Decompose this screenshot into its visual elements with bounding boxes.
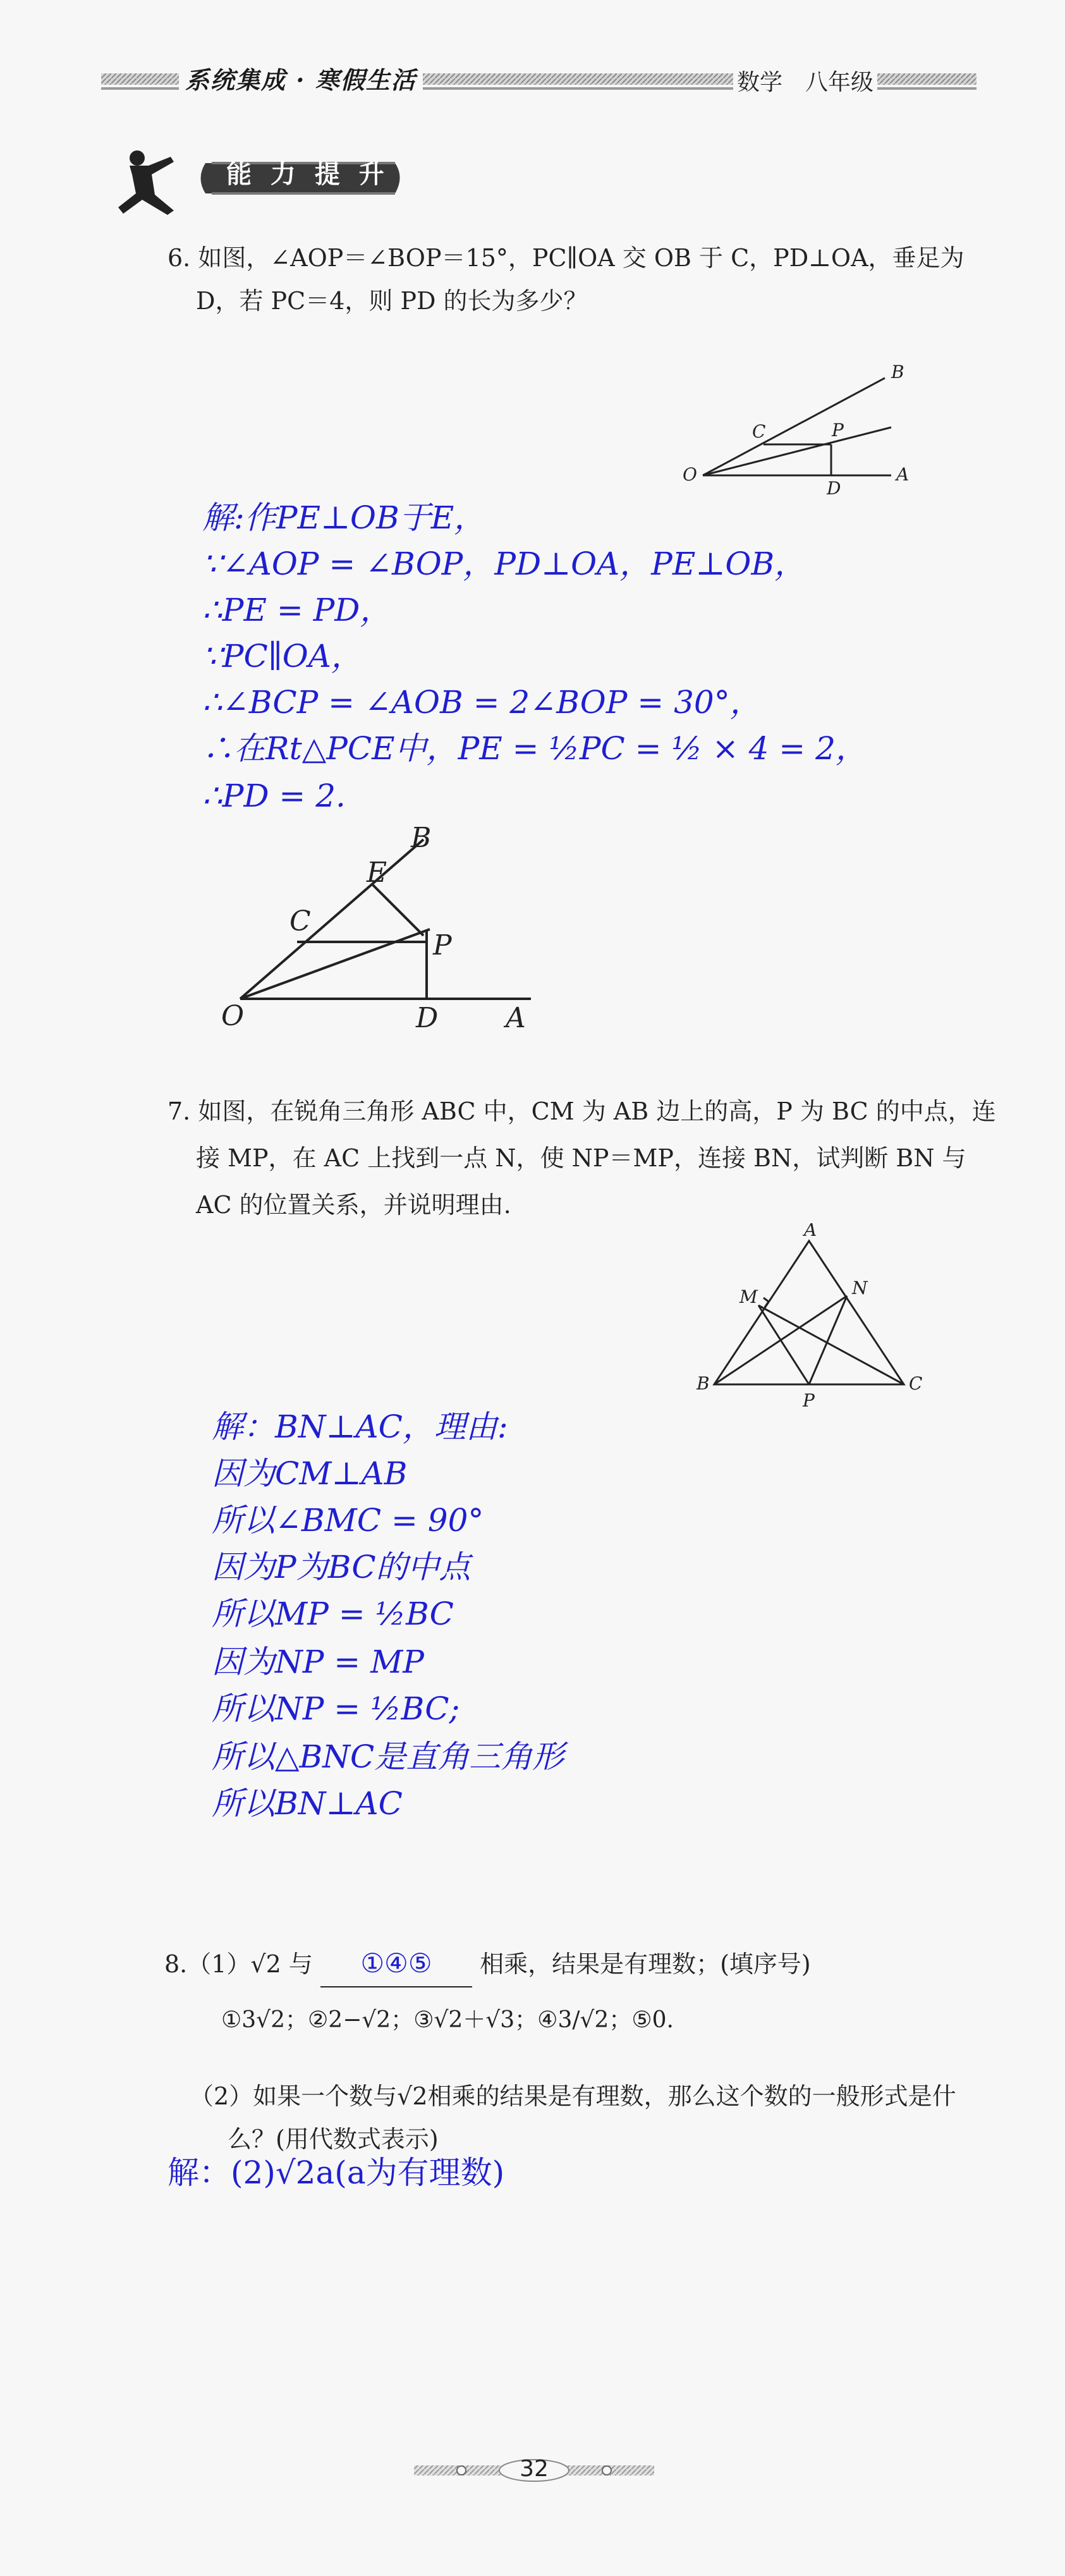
q6-sol-label-E: E: [367, 857, 387, 889]
q7-label-A: A: [804, 1223, 817, 1240]
section-title: 能 力 提 升: [226, 160, 389, 189]
q6-sol-label-A: A: [506, 1002, 526, 1034]
q7-label-N: N: [852, 1278, 868, 1298]
q7-figure: [689, 1223, 923, 1413]
q7-solution-line8: 所以△BNC是直角三角形: [212, 1738, 564, 1775]
q6-solution-line6: ∴在Rt△PCE中，PE = ½PC = ½ × 4 = 2，: [202, 730, 867, 767]
q6-label-B: B: [891, 362, 904, 382]
q7-label-B: B: [697, 1373, 710, 1394]
q6-sol-label-O: O: [221, 1000, 245, 1032]
q6-solution-line4: ∵PC∥OA，: [202, 638, 363, 675]
q8-part1: [164, 1941, 811, 1987]
q6-sol-label-D: D: [416, 1002, 439, 1034]
q6-label-C: C: [752, 421, 766, 442]
series-title: 系统集成 · 寒假生活: [179, 61, 423, 95]
q7-solution-line9: 所以BN⊥AC: [212, 1785, 403, 1822]
q6-solution-line5: ∴∠BCP = ∠AOB = 2∠BOP = 30°，: [202, 684, 762, 721]
q6-solution-line3: ∴PE = PD，: [202, 592, 392, 628]
q6-solution-figure: [215, 822, 556, 1037]
q8-part2-line1: （2）如果一个数与√2相乘的结果是有理数，那么这个数的一般形式是什: [190, 2082, 956, 2110]
q8-part2-line2: 么？(用代数式表示): [228, 2125, 439, 2153]
q6-figure: [670, 360, 935, 506]
q7-line1: 7. 如图，在锐角三角形 ABC 中，CM 为 AB 边上的高，P 为 BC 的中点，连: [167, 1097, 996, 1125]
q7-solution-line2: 因为CM⊥AB: [212, 1455, 408, 1492]
q6-line1: 6. 如图，∠AOP＝∠BOP＝15°，PC∥OA 交 OB 于 C，PD⊥OA，垂足为: [167, 244, 965, 272]
q6-label-P: P: [832, 420, 844, 441]
q7-solution-line5: 所以MP = ½BC: [212, 1596, 454, 1632]
q6-sol-label-P: P: [433, 929, 452, 961]
q8-part1-prefix: 8.（1）√2 与: [164, 1950, 313, 1978]
q7-solution-line7: 所以NP = ½BC;: [212, 1690, 460, 1727]
q6-solution-line1: 解:作PE⊥OB于E，: [202, 499, 486, 536]
q7-solution-line4: 因为P为BC的中点: [212, 1549, 471, 1585]
q7-line3: AC 的位置关系，并说明理由.: [196, 1191, 511, 1219]
q7-solution-line6: 因为NP = MP: [212, 1644, 424, 1680]
q7-label-M: M: [739, 1286, 758, 1307]
q7-label-C: C: [909, 1373, 923, 1394]
q7-solution-line1: 解：BN⊥AC，理由:: [212, 1408, 508, 1445]
q8-part2-answer: 解：(2)√2a(a为有理数): [167, 2154, 505, 2191]
q7-solution-line3: 所以∠BMC = 90°: [212, 1502, 484, 1539]
q6-label-D: D: [827, 478, 841, 499]
page-number: 32: [520, 2456, 549, 2482]
q6-label-O: O: [683, 464, 697, 485]
q6-line2: D，若 PC＝4，则 PD 的长为多少？: [196, 287, 588, 315]
q6-solution-line2: ∵∠AOP = ∠BOP，PD⊥OA，PE⊥OB，: [202, 546, 806, 582]
banner-figure-icon: [118, 150, 174, 215]
subject-grade: 数学 八年级: [733, 64, 877, 97]
q8-part1-suffix: 相乘，结果是有理数；(填序号): [480, 1950, 811, 1978]
q8-options: ①3√2；②2−√2；③√2＋√3；④3/√2；⑤0.: [221, 2007, 674, 2033]
q6-sol-label-B: B: [411, 822, 432, 854]
q8-answer-blank: ①④⑤: [320, 1941, 472, 1987]
q6-sol-label-C: C: [289, 905, 311, 937]
q7-line2: 接 MP，在 AC 上找到一点 N，使 NP＝MP，连接 BN，试判断 BN 与: [196, 1144, 966, 1172]
q6-label-A: A: [896, 464, 910, 485]
q7-label-P: P: [803, 1390, 815, 1411]
q6-solution-line7: ∴PD = 2.: [202, 778, 346, 814]
